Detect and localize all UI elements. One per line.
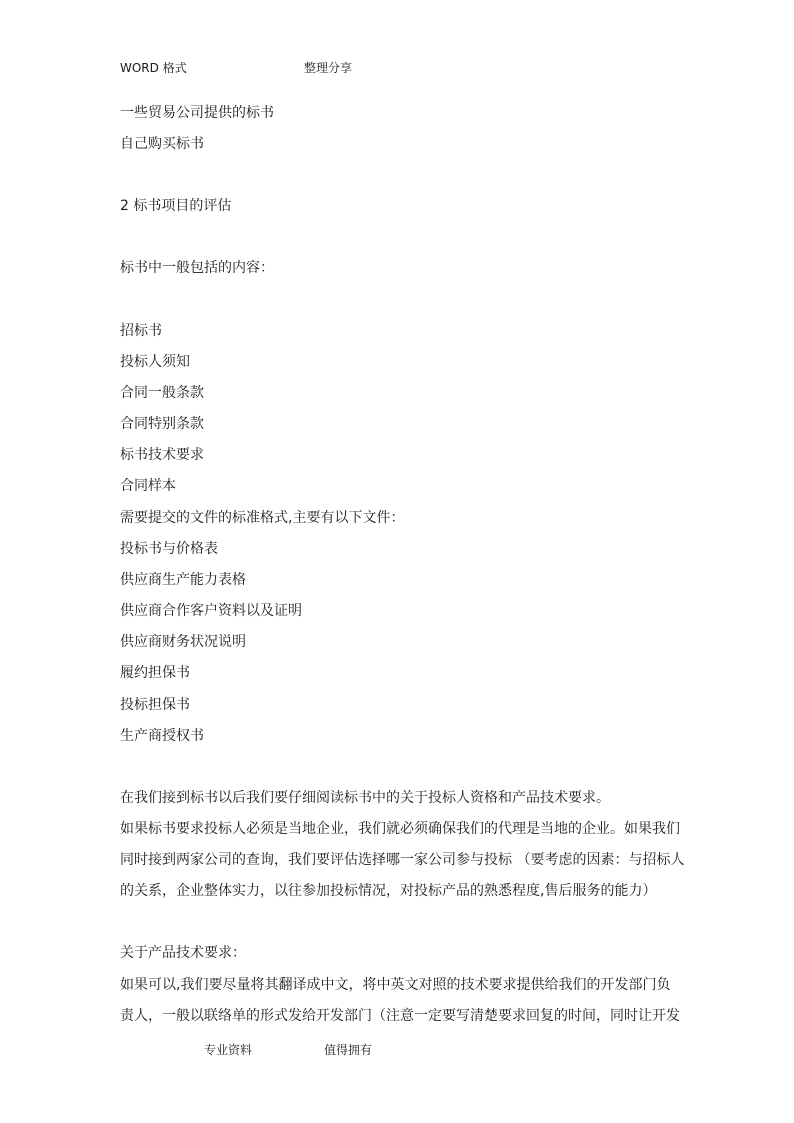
list-item: 供应商合作客户资料以及证明 — [120, 603, 302, 619]
paragraph-line: 同时接到两家公司的查询，我们要评估选择哪一家公司参与投标 （要考虑的因素：与招标人 — [120, 852, 685, 868]
footer-left-text: 专业资料 — [204, 1043, 253, 1057]
paragraph-line: 责人，一般以联络单的形式发给开发部门（注意一定要写清楚要求回复的时间，同时让开发 — [120, 1008, 680, 1024]
paragraph-line: 需要提交的文件的标准格式,主要有以下文件： — [120, 510, 405, 526]
list-item: 供应商生产能力表格 — [120, 572, 246, 588]
paragraph-line: 标书中一般包括的内容： — [120, 260, 274, 276]
list-item: 履约担保书 — [120, 665, 190, 681]
paragraph-line: 一些贸易公司提供的标书 — [120, 105, 274, 121]
list-item: 投标人须知 — [120, 354, 190, 370]
footer-right-text: 值得拥有 — [324, 1043, 373, 1057]
list-item: 招标书 — [120, 323, 162, 339]
paragraph-line: 的关系，企业整体实力，以往参加投标情况，对投标产品的熟悉程度,售后服务的能力） — [120, 883, 657, 899]
paragraph-line: 在我们接到标书以后我们要仔细阅读标书中的关于投标人资格和产品技术要求。 — [120, 790, 610, 806]
paragraph-line: 如果标书要求投标人必须是当地企业，我们就必须确保我们的代理是当地的企业。如果我们 — [120, 821, 680, 837]
header-left-text: WORD 格式 — [120, 61, 187, 75]
list-item: 投标担保书 — [120, 697, 190, 713]
list-item: 合同一般条款 — [120, 385, 204, 401]
list-item: 投标书与价格表 — [120, 541, 218, 557]
section-heading: 2 标书项目的评估 — [120, 198, 232, 214]
paragraph-line: 自己购买标书 — [120, 136, 204, 152]
list-item: 供应商财务状况说明 — [120, 634, 246, 650]
paragraph-line: 关于产品技术要求： — [120, 945, 246, 961]
header-right-text: 整理分享 — [304, 61, 353, 75]
list-item: 合同特别条款 — [120, 416, 204, 432]
list-item: 标书技术要求 — [120, 447, 204, 463]
paragraph-line: 如果可以,我们要尽量将其翻译成中文，将中英文对照的技术要求提供给我们的开发部门负 — [120, 977, 671, 993]
list-item: 生产商授权书 — [120, 728, 204, 744]
list-item: 合同样本 — [120, 478, 176, 494]
